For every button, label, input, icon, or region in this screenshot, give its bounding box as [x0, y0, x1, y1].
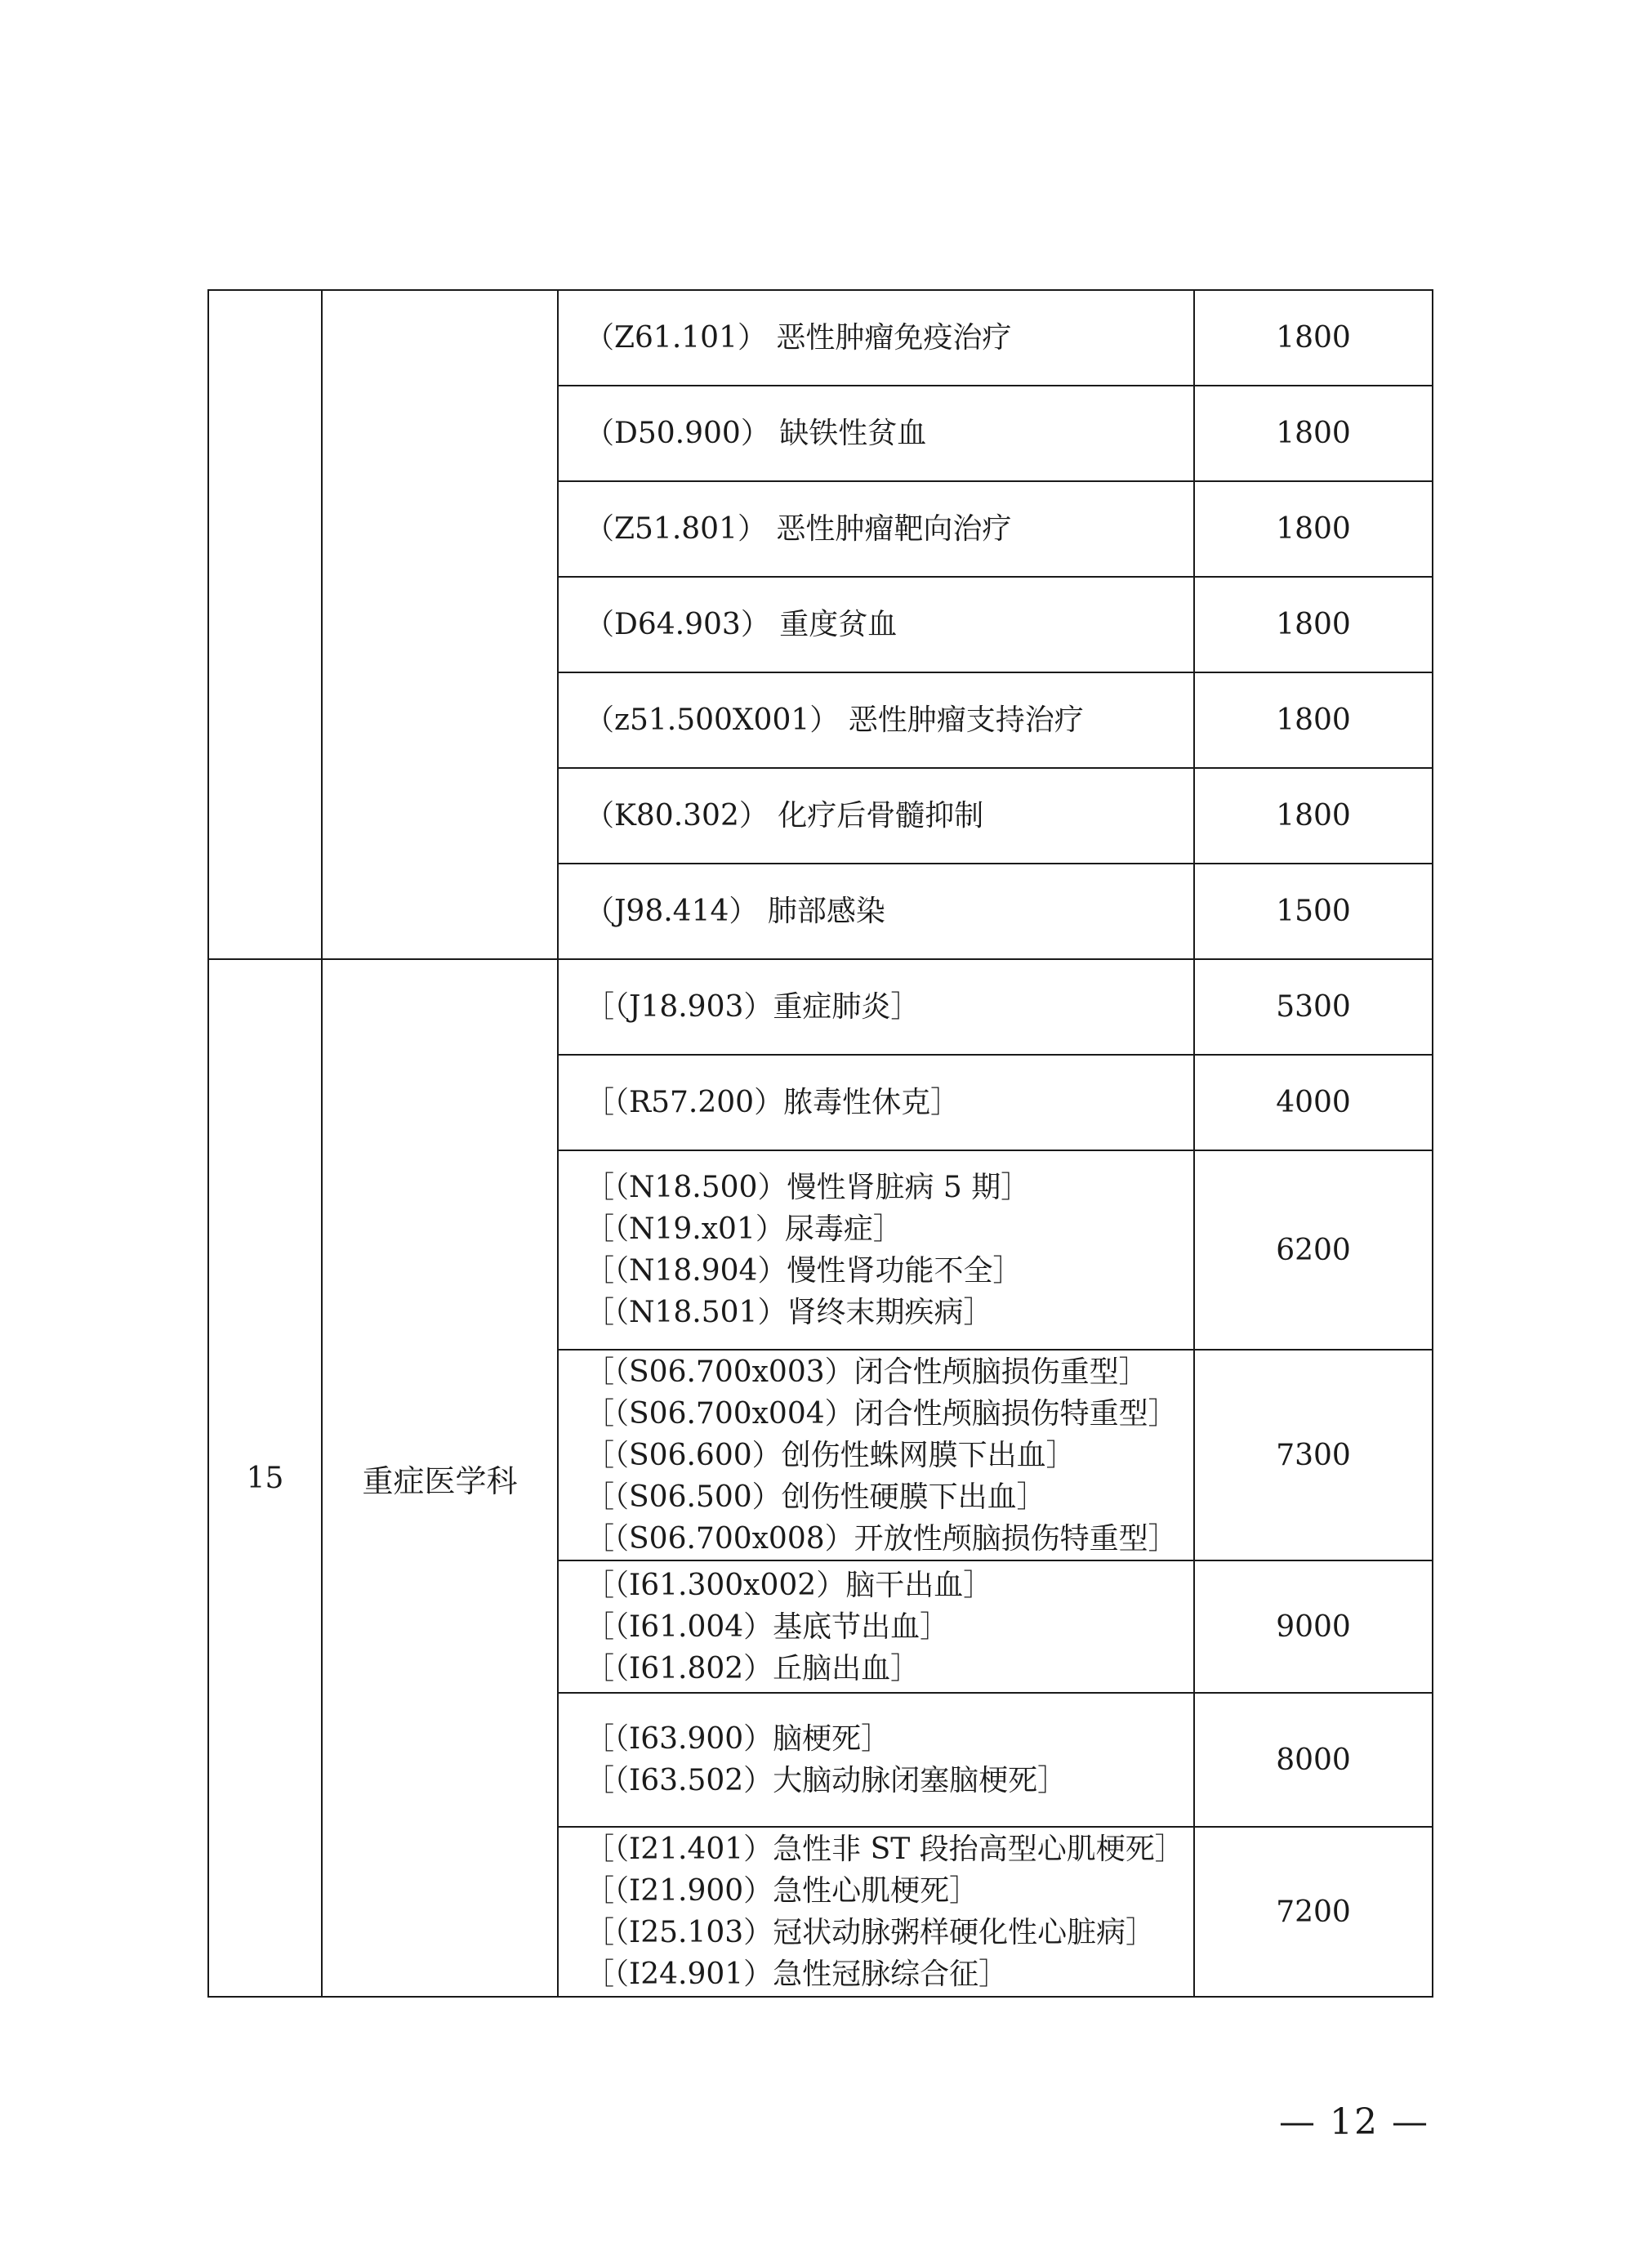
- diagnosis-line: （K80.302） 化疗后骨髓抑制: [585, 799, 984, 833]
- amount-cell: 1800: [1194, 481, 1433, 577]
- group-number-cell: 15: [208, 959, 322, 1997]
- diagnosis-line: ［（N18.501）肾终末期疾病］: [585, 1296, 993, 1329]
- diagnosis-line: ［（I61.004）基底节出血］: [585, 1609, 950, 1644]
- diagnosis-line: ［（S06.600）创伤性蛛网膜下出血］: [585, 1438, 1076, 1472]
- diagnosis-table-body: [208, 290, 1433, 1997]
- diagnosis-cell: [558, 672, 1194, 768]
- diagnosis-cell: [558, 577, 1194, 672]
- diagnosis-cell: [558, 1055, 1194, 1150]
- diagnosis-line: ［（R57.200）脓毒性休克］: [585, 1086, 961, 1119]
- amount-cell: 7300: [1194, 1350, 1433, 1560]
- diagnosis-line: ［（S06.700x003）闭合性颅脑损伤重型］: [585, 1355, 1148, 1389]
- amount-cell: 1800: [1194, 386, 1433, 481]
- diagnosis-line: ［（I63.502）大脑动脉闭塞脑梗死］: [585, 1764, 1068, 1797]
- diagnosis-line: ［（N18.904）慢性肾功能不全］: [585, 1254, 1023, 1288]
- diagnosis-line: ［（I61.300x002）脑干出血］: [585, 1568, 993, 1602]
- diagnosis-line: （Z61.101） 恶性肿瘤免疫治疗: [585, 321, 1012, 355]
- amount-cell: 1800: [1194, 290, 1433, 386]
- department-cell: [322, 290, 558, 959]
- amount-cell: 5300: [1194, 959, 1433, 1055]
- diagnosis-line: ［（I21.900）急性心肌梗死］: [585, 1874, 979, 1908]
- diagnosis-cell: [558, 864, 1194, 959]
- diagnosis-cell: [558, 290, 1194, 386]
- diagnosis-line: （D64.903） 重度贫血: [585, 608, 898, 641]
- amount-cell: 1500: [1194, 864, 1433, 959]
- diagnosis-line: ［（S06.700x004）闭合性颅脑损伤特重型］: [585, 1396, 1178, 1431]
- diagnosis-cell: [558, 1560, 1194, 1693]
- amount-cell: 1800: [1194, 577, 1433, 672]
- diagnosis-line: ［（I21.401）急性非 ST 段抬高型心肌梗死］: [585, 1833, 1184, 1866]
- diagnosis-line: ［（J18.903）重症肺炎］: [585, 990, 920, 1024]
- diagnosis-line: ［（N18.500）慢性肾脏病 5 期］: [585, 1171, 1031, 1204]
- diagnosis-line: ［（I61.802）丘脑出血］: [585, 1651, 920, 1685]
- diagnosis-line: （Z51.801） 恶性肿瘤靶向治疗: [585, 512, 1012, 546]
- page-number: — 12 —: [1279, 2101, 1429, 2143]
- amount-cell: 8000: [1194, 1693, 1433, 1827]
- table-row: [208, 959, 1433, 1055]
- table-row: [208, 290, 1433, 386]
- amount-cell: 1800: [1194, 672, 1433, 768]
- diagnosis-line: ［（N19.x01）尿毒症］: [585, 1212, 903, 1246]
- diagnosis-line: ［（S06.500）创伤性硬膜下出血］: [585, 1480, 1046, 1514]
- diagnosis-table: [207, 289, 1433, 1998]
- diagnosis-cell: [558, 1350, 1194, 1560]
- diagnosis-line: （D50.900） 缺铁性贫血: [585, 417, 927, 450]
- diagnosis-line: ［（S06.700x008）开放性颅脑损伤特重型］: [585, 1521, 1178, 1556]
- diagnosis-cell: [558, 481, 1194, 577]
- diagnosis-cell: [558, 959, 1194, 1055]
- diagnosis-line: ［（I25.103）冠状动脉粥样硬化性心脏病］: [585, 1916, 1156, 1949]
- diagnosis-line: （z51.500X001） 恶性肿瘤支持治疗: [585, 703, 1084, 737]
- diagnosis-line: （J98.414） 肺部感染: [585, 895, 885, 928]
- diagnosis-cell: [558, 386, 1194, 481]
- amount-cell: 7200: [1194, 1827, 1433, 1997]
- amount-cell: 6200: [1194, 1150, 1433, 1350]
- diagnosis-cell: [558, 1827, 1194, 1997]
- amount-cell: 1800: [1194, 768, 1433, 864]
- amount-cell: 4000: [1194, 1055, 1433, 1150]
- amount-cell: 9000: [1194, 1560, 1433, 1693]
- diagnosis-line: ［（I24.901）急性冠脉综合征］: [585, 1958, 1009, 1991]
- diagnosis-cell: [558, 768, 1194, 864]
- department-cell: 重症医学科: [322, 959, 558, 1997]
- diagnosis-line: ［（I63.900）脑梗死］: [585, 1722, 891, 1756]
- diagnosis-cell: [558, 1150, 1194, 1350]
- group-number-cell: [208, 290, 322, 959]
- diagnosis-cell: [558, 1693, 1194, 1827]
